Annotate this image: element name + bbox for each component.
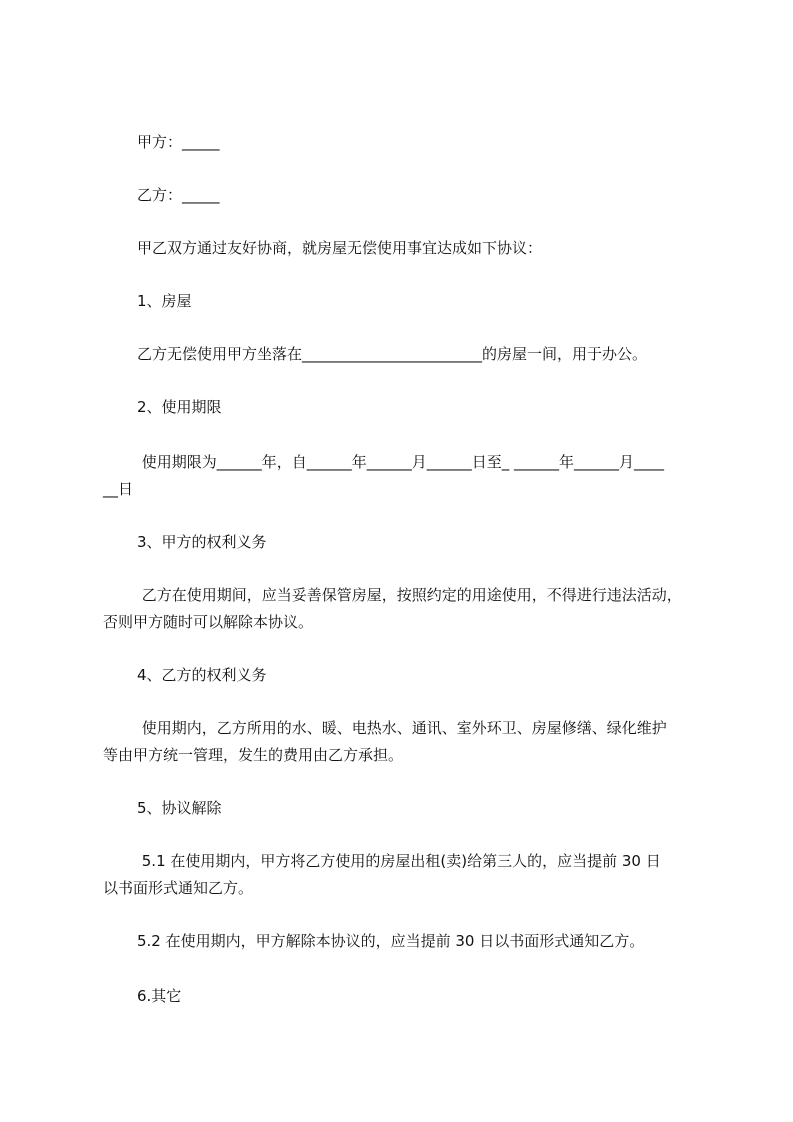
section-4-title: 4、乙方的权利义务 [137, 666, 267, 684]
section-5-1-line-1: 5.1 在使用期内，甲方将乙方使用的房屋出租(卖)给第三人的，应当提前 30 日 [137, 852, 661, 870]
section-3-title: 3、甲方的权利义务 [137, 533, 267, 551]
section-2-text-line-2: __日 [103, 480, 134, 498]
section-5-title: 5、协议解除 [137, 799, 222, 817]
party-b-line: 乙方：_____ [137, 186, 220, 204]
section-2-text-line-1: 使用期限为______年，自______年______月______日至_ ______年______月____ [137, 453, 665, 471]
section-4-text-line-1: 使用期内，乙方所用的水、暖、电热水、通讯、室外环卫、房屋修缮、绿化维护 [137, 719, 667, 737]
section-2-title: 2、使用期限 [137, 398, 222, 416]
section-6-title: 6.其它 [137, 987, 182, 1005]
section-4-text-line-2: 等由甲方统一管理，发生的费用由乙方承担。 [103, 746, 404, 764]
section-5-2-text: 5.2 在使用期内，甲方解除本协议的，应当提前 30 日以书面形式通知乙方。 [137, 932, 645, 950]
section-3-text-line-2: 否则甲方随时可以解除本协议。 [103, 613, 314, 631]
section-1-text: 乙方无偿使用甲方坐落在________________________的房屋一间，用于办公。 [137, 345, 648, 363]
section-3-text-line-1: 乙方在使用期间，应当妥善保管房屋，按照约定的用途使用，不得进行违法活动， [137, 586, 682, 604]
agreement-intro: 甲乙双方通过友好协商，就房屋无偿使用事宜达成如下协议： [137, 239, 543, 257]
party-a-line: 甲方：_____ [137, 133, 220, 151]
section-5-1-line-2: 以书面形式通知乙方。 [103, 879, 254, 897]
section-1-title: 1、房屋 [137, 292, 192, 310]
